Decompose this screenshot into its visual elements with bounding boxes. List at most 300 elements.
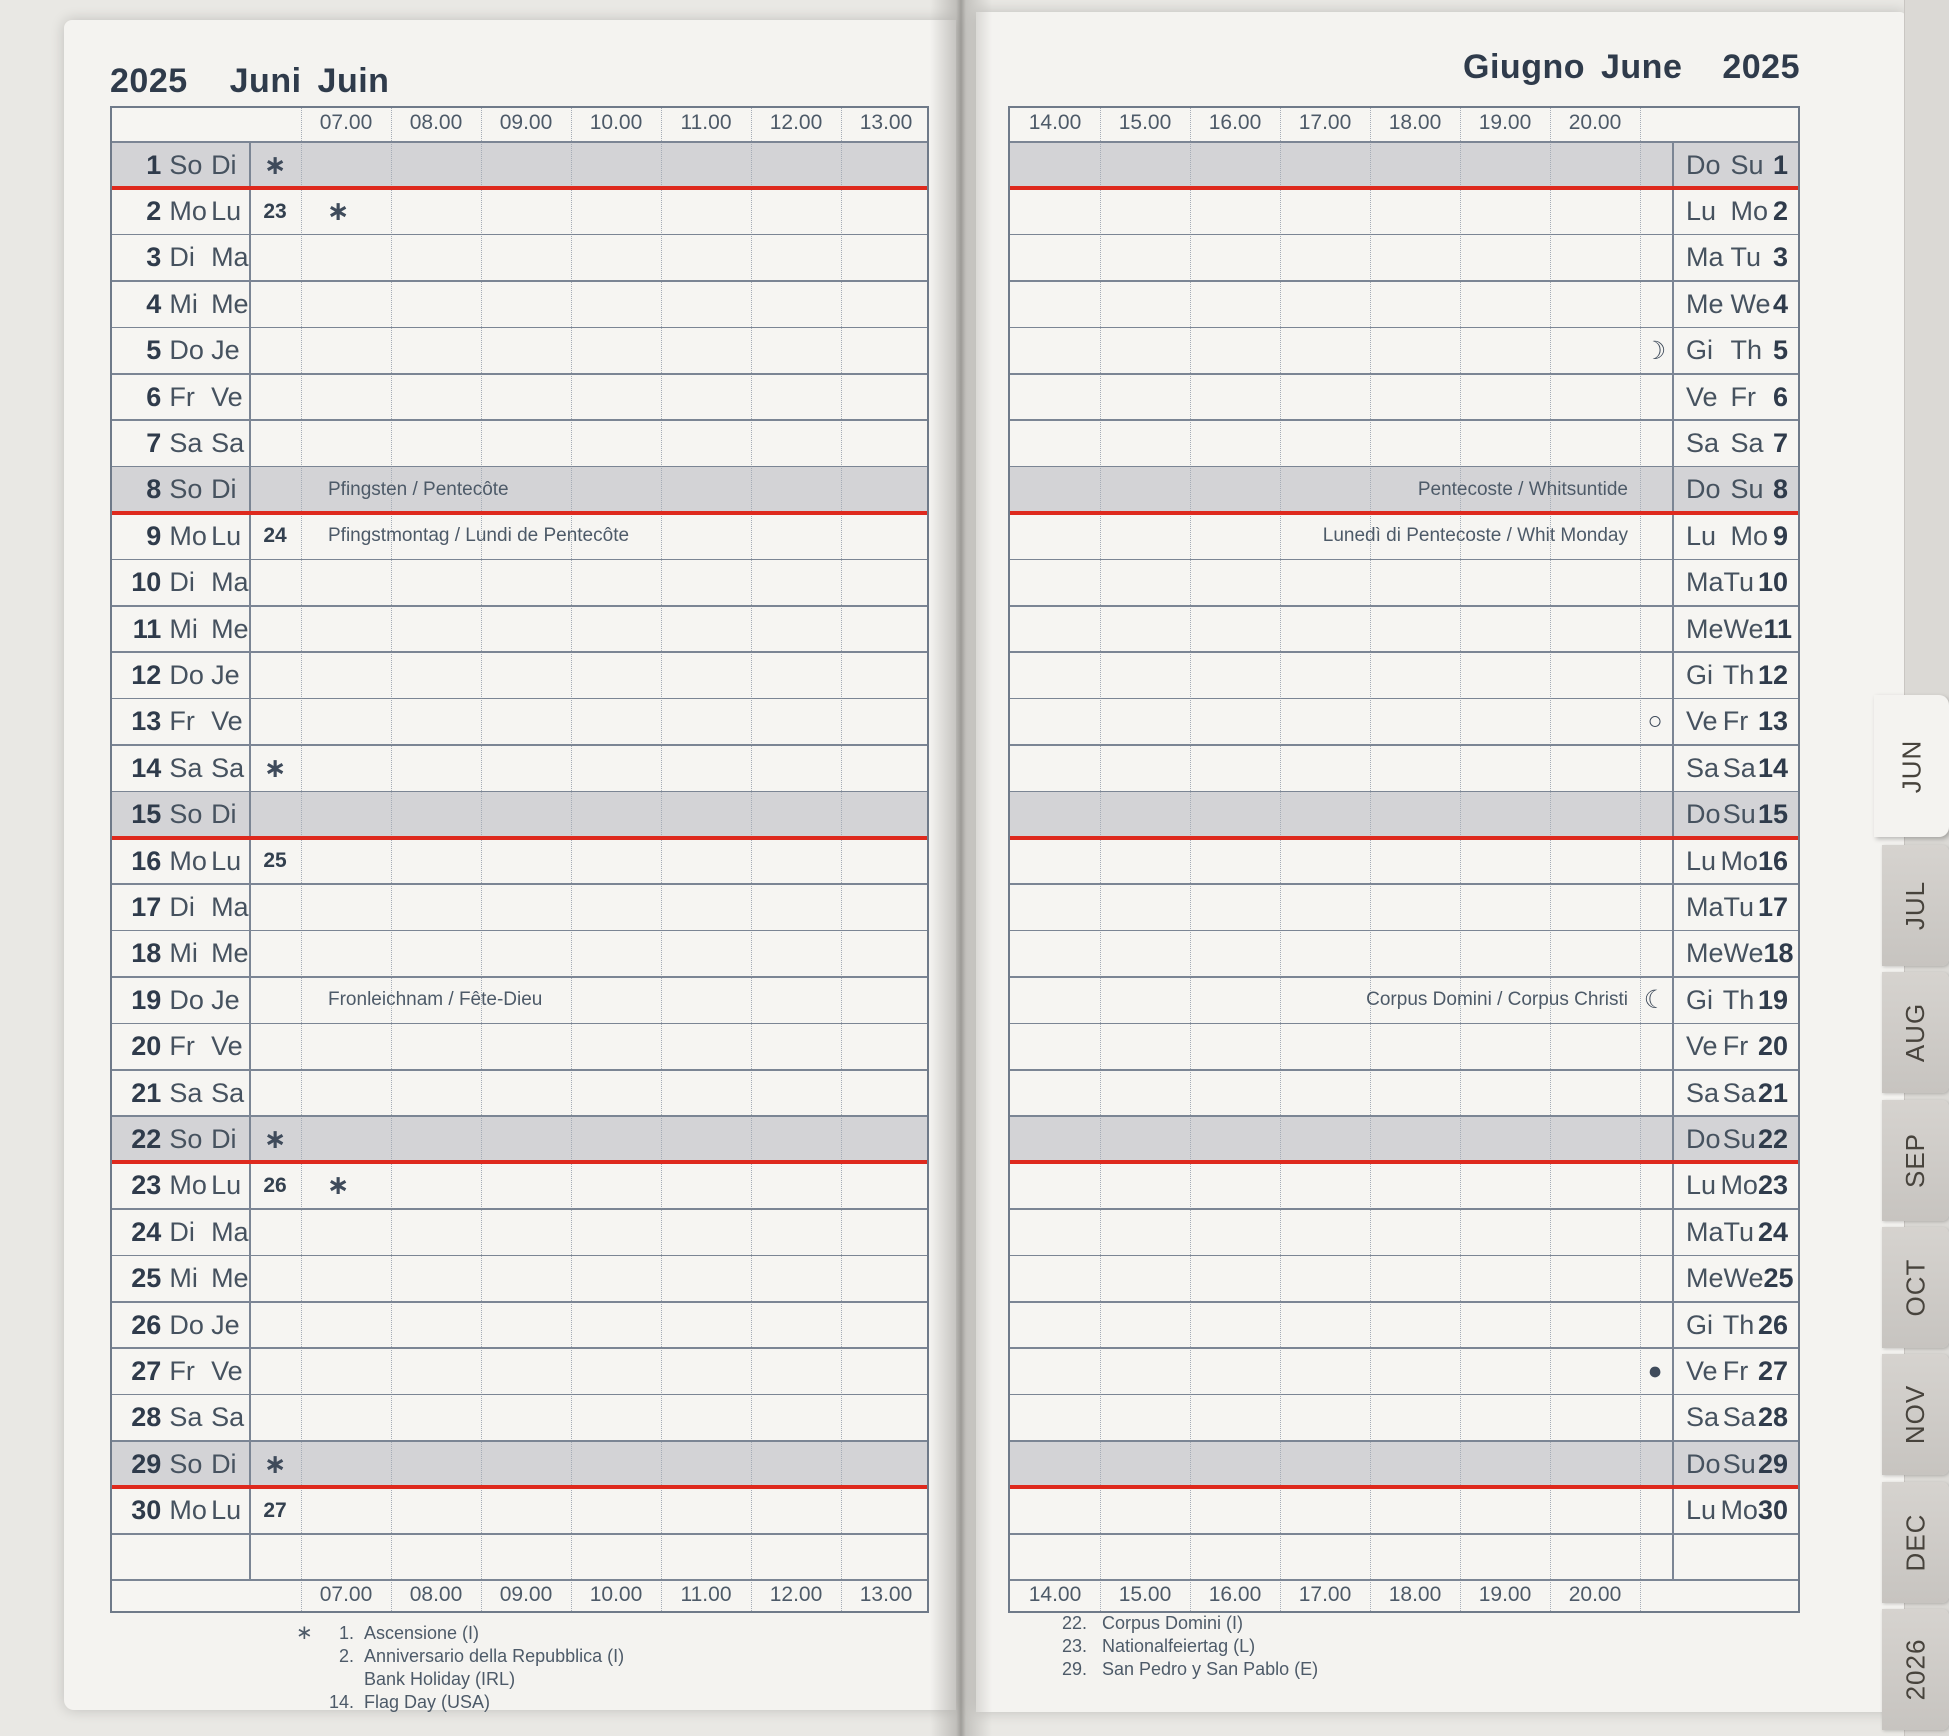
- day-label: [112, 467, 249, 513]
- tab-2026[interactable]: [1882, 1609, 1949, 1730]
- day-number: 23: [1757, 1170, 1788, 1201]
- day-name-en: Th: [1722, 984, 1755, 1015]
- day-name-en: Sa: [1722, 752, 1756, 783]
- day-row: [112, 931, 927, 977]
- day-name-fr: Ve: [211, 706, 243, 737]
- day-row: [1010, 1348, 1798, 1394]
- day-name-en: Fr: [1722, 1031, 1749, 1062]
- day-number: 13: [1757, 706, 1788, 737]
- day-name-en: Tu: [1730, 242, 1761, 273]
- day-name-it: Gi: [1686, 1309, 1713, 1340]
- day-name-it: Me: [1686, 288, 1724, 319]
- day-number: 4: [1772, 288, 1788, 319]
- day-name-it: Gi: [1686, 335, 1713, 366]
- day-number: 17: [1757, 892, 1788, 923]
- day-label: [1672, 235, 1798, 281]
- day-name-fr: Ve: [211, 381, 243, 412]
- footnote-text: Bank Holiday (IRL): [364, 1669, 516, 1689]
- footnote-number: 14.: [328, 1692, 354, 1712]
- footnote-line: [296, 1668, 624, 1691]
- day-number: 16: [1757, 845, 1788, 876]
- day-number: 2: [1772, 196, 1788, 227]
- footnote-text: Flag Day (USA): [364, 1692, 491, 1712]
- footnote-number: 29.: [1062, 1659, 1088, 1679]
- day-name-de: Mo: [169, 196, 207, 227]
- day-label: [1672, 420, 1798, 466]
- month-name-de: Juni: [229, 62, 302, 100]
- day-number: 12: [131, 660, 162, 691]
- day-label: [112, 1302, 249, 1348]
- day-name-fr: Sa: [211, 1077, 245, 1108]
- binding-gutter: [930, 0, 992, 1736]
- day-name-en: Mo: [1730, 196, 1768, 227]
- grid-hline: [112, 1579, 927, 1581]
- day-name-de: Di: [169, 567, 195, 598]
- day-row: [1010, 1302, 1798, 1348]
- day-number: 8: [146, 474, 162, 505]
- day-number: 26: [1757, 1309, 1788, 1340]
- week-number: 23: [263, 199, 287, 223]
- day-label: [112, 1488, 249, 1534]
- day-number: 4: [146, 288, 162, 319]
- sunday-red-line: [1010, 1485, 1798, 1489]
- day-name-de: So: [169, 149, 203, 180]
- day-name-de: Do: [169, 335, 204, 366]
- day-row: [1010, 1070, 1798, 1116]
- time-label-top: 07.00: [319, 111, 373, 134]
- footnote-line: [296, 1645, 624, 1668]
- day-number: 27: [1757, 1356, 1788, 1387]
- day-label: [1672, 467, 1798, 513]
- day-number: 5: [146, 335, 162, 366]
- day-row: [112, 699, 927, 745]
- day-number: 25: [131, 1263, 162, 1294]
- day-label: [112, 1395, 249, 1441]
- time-label-top: 16.00: [1208, 111, 1262, 134]
- day-number: 6: [1772, 381, 1788, 412]
- asterisk-icon: ∗: [263, 1448, 287, 1479]
- month-name-it: Giugno: [1463, 48, 1585, 86]
- year-right: 2025: [1722, 48, 1800, 86]
- day-row: [1010, 745, 1798, 791]
- week-number: [249, 699, 301, 745]
- footnote-number: 22.: [1062, 1613, 1088, 1633]
- day-name-it: Sa: [1686, 1077, 1720, 1108]
- day-number: 9: [1772, 520, 1788, 551]
- first-quarter-moon-icon: ☽: [1643, 336, 1667, 365]
- day-row: [1010, 513, 1798, 559]
- day-row: [1010, 328, 1798, 374]
- time-label-top: 14.00: [1028, 111, 1082, 134]
- day-number: 22: [1757, 1124, 1788, 1155]
- day-name-de: Mo: [169, 520, 207, 551]
- day-row: [1010, 931, 1798, 977]
- week-number: [249, 1302, 301, 1348]
- day-name-de: Mo: [169, 1495, 207, 1526]
- day-number: 19: [1757, 984, 1788, 1015]
- day-row: [1010, 560, 1798, 606]
- day-name-de: Di: [169, 892, 195, 923]
- asterisk-icon: ∗: [263, 752, 287, 783]
- day-row: [112, 884, 927, 930]
- day-name-en: Th: [1722, 1309, 1755, 1340]
- day-name-en: Mo: [1720, 1170, 1758, 1201]
- day-number: 30: [131, 1495, 162, 1526]
- day-name-de: Do: [169, 984, 204, 1015]
- day-label: [112, 188, 249, 234]
- footnote-text: Anniversario della Repubblica (I): [364, 1646, 625, 1666]
- day-name-it: Me: [1686, 938, 1724, 969]
- day-row: [112, 1163, 927, 1209]
- day-label: [112, 1070, 249, 1116]
- day-name-fr: Me: [211, 1263, 249, 1294]
- day-row: [112, 281, 927, 327]
- day-number: 1: [1772, 149, 1788, 180]
- day-label: [112, 1024, 249, 1070]
- day-name-fr: Di: [211, 1448, 237, 1479]
- day-number: 29: [131, 1448, 162, 1479]
- footnote-number: 1.: [338, 1623, 354, 1643]
- day-row: [112, 513, 927, 559]
- day-name-en: Su: [1730, 474, 1764, 505]
- time-label-top: 20.00: [1568, 111, 1622, 134]
- day-number: 18: [1763, 938, 1794, 969]
- tab-jun-label: JUN: [1896, 739, 1926, 793]
- full-moon-moon-icon: ○: [1647, 707, 1663, 736]
- time-label-top: 15.00: [1118, 111, 1172, 134]
- day-row: [1010, 142, 1798, 188]
- day-label: [1672, 142, 1798, 188]
- day-name-en: We: [1723, 1263, 1764, 1294]
- day-row: [1010, 1488, 1798, 1534]
- day-row: [112, 420, 927, 466]
- day-number: 20: [131, 1031, 162, 1062]
- holiday-note: Pfingsten / Pentecôte: [328, 478, 509, 500]
- day-name-en: Fr: [1730, 381, 1756, 412]
- week-number: [249, 792, 301, 838]
- time-label-bottom: 07.00: [319, 1583, 373, 1607]
- day-name-it: Do: [1686, 474, 1721, 505]
- day-label: [112, 884, 249, 930]
- week-number: [249, 931, 301, 977]
- time-label-bottom: 13.00: [859, 1583, 913, 1607]
- day-name-fr: Ve: [211, 1356, 243, 1387]
- day-row: [112, 745, 927, 791]
- day-row: [112, 1209, 927, 1255]
- day-name-en: We: [1730, 288, 1771, 319]
- tab-jul[interactable]: [1882, 845, 1949, 966]
- time-label-bottom: 11.00: [680, 1583, 732, 1607]
- calendar-grid-left: [110, 106, 929, 1613]
- day-label: [1672, 792, 1798, 838]
- time-label-top: 09.00: [499, 111, 553, 134]
- footnote-text: Ascensione (I): [364, 1623, 480, 1643]
- day-name-it: Ma: [1686, 567, 1724, 598]
- day-row: [112, 838, 927, 884]
- day-number: 21: [1757, 1077, 1788, 1108]
- day-name-fr: Ma: [211, 242, 249, 273]
- day-number: 30: [1757, 1495, 1788, 1526]
- day-number: 3: [1772, 242, 1788, 273]
- time-label-bottom: 15.00: [1118, 1583, 1172, 1607]
- day-row: [1010, 1256, 1798, 1302]
- time-label-bottom: 16.00: [1208, 1583, 1262, 1607]
- day-row: [1010, 606, 1798, 652]
- week-number: [249, 420, 301, 466]
- day-label: [1672, 1116, 1798, 1162]
- day-number: 27: [131, 1356, 162, 1387]
- week-number: [249, 235, 301, 281]
- day-name-it: Lu: [1686, 845, 1717, 876]
- day-label: [1672, 1348, 1798, 1394]
- sunday-red-line: [112, 1485, 927, 1489]
- day-number: 25: [1763, 1263, 1794, 1294]
- day-number: 8: [1772, 474, 1788, 505]
- day-name-it: Sa: [1686, 428, 1720, 459]
- day-label: [112, 977, 249, 1023]
- day-row: [1010, 792, 1798, 838]
- day-name-de: So: [169, 474, 203, 505]
- day-name-it: Me: [1686, 1263, 1724, 1294]
- footnote-line: [1062, 1635, 1318, 1658]
- day-label: [1672, 1163, 1798, 1209]
- holiday-note: Corpus Domini / Corpus Christi: [1366, 989, 1628, 1011]
- day-name-en: Tu: [1723, 1216, 1755, 1247]
- day-name-it: Lu: [1686, 1170, 1717, 1201]
- day-name-en: Sa: [1722, 1077, 1756, 1108]
- day-label: [1672, 606, 1798, 652]
- day-row: [1010, 467, 1798, 513]
- time-label-top: 08.00: [409, 111, 463, 134]
- sunday-red-line: [1010, 186, 1798, 190]
- day-name-en: Su: [1722, 799, 1756, 830]
- time-label-top: 19.00: [1478, 111, 1532, 134]
- footnote-line: [1062, 1612, 1318, 1635]
- day-label: [1672, 1395, 1798, 1441]
- tab-sep[interactable]: [1882, 1100, 1949, 1221]
- day-row: [1010, 188, 1798, 234]
- day-label: [112, 1441, 249, 1487]
- asterisk-icon: [296, 1668, 322, 1691]
- day-label: [112, 1116, 249, 1162]
- day-row: [112, 188, 927, 234]
- day-name-fr: Di: [211, 474, 237, 505]
- day-label: [112, 652, 249, 698]
- day-number: 22: [131, 1124, 162, 1155]
- week-number: 26: [263, 1173, 287, 1197]
- day-name-fr: Me: [211, 613, 249, 644]
- day-name-fr: Ma: [211, 567, 249, 598]
- footnote-line: [1062, 1658, 1318, 1681]
- week-number: [249, 328, 301, 374]
- day-label: [1672, 931, 1798, 977]
- day-label: [1672, 838, 1798, 884]
- day-name-en: We: [1723, 613, 1764, 644]
- sunday-red-line: [112, 836, 927, 840]
- day-name-de: So: [169, 799, 203, 830]
- asterisk-icon: ∗: [263, 1124, 287, 1155]
- day-label: [112, 1209, 249, 1255]
- day-number: 12: [1757, 660, 1788, 691]
- day-name-it: Ma: [1686, 892, 1724, 923]
- asterisk-icon: ∗: [263, 149, 287, 180]
- day-row: [112, 606, 927, 652]
- day-name-de: Sa: [169, 1077, 203, 1108]
- day-name-en: We: [1723, 938, 1764, 969]
- day-name-de: Do: [169, 660, 204, 691]
- day-name-it: Gi: [1686, 660, 1713, 691]
- day-row: [1010, 699, 1798, 745]
- day-name-fr: Di: [211, 1124, 237, 1155]
- day-label: [112, 1348, 249, 1394]
- day-number: 11: [132, 613, 162, 644]
- day-name-it: Do: [1686, 149, 1721, 180]
- day-number: 20: [1757, 1031, 1788, 1062]
- asterisk-icon: [296, 1645, 322, 1668]
- day-row: [1010, 838, 1798, 884]
- day-number: 24: [131, 1216, 162, 1247]
- day-name-de: Sa: [169, 752, 203, 783]
- time-label-top: 10.00: [589, 111, 643, 134]
- day-name-en: Sa: [1730, 428, 1764, 459]
- page-title-right: [1463, 48, 1800, 87]
- day-name-fr: Ve: [211, 1031, 243, 1062]
- day-name-de: Mo: [169, 845, 207, 876]
- day-name-fr: Di: [211, 799, 237, 830]
- day-row: [1010, 374, 1798, 420]
- day-number: 17: [131, 892, 162, 923]
- day-row: [1010, 235, 1798, 281]
- day-name-fr: Lu: [211, 520, 242, 551]
- day-name-de: So: [169, 1124, 203, 1155]
- day-number: 3: [146, 242, 162, 273]
- day-name-en: Tu: [1723, 567, 1755, 598]
- day-row: [1010, 1163, 1798, 1209]
- day-name-en: Su: [1722, 1124, 1756, 1155]
- day-label: [112, 931, 249, 977]
- day-row: [112, 1395, 927, 1441]
- day-name-it: Lu: [1686, 520, 1717, 551]
- footnote-text: Nationalfeiertag (L): [1102, 1636, 1256, 1656]
- tab-jun[interactable]: [1874, 695, 1949, 837]
- day-row: [1010, 1395, 1798, 1441]
- tab-label: AUG: [1900, 1003, 1930, 1063]
- day-number: 10: [1757, 567, 1788, 598]
- week-number: 27: [263, 1498, 287, 1522]
- day-number: 15: [131, 799, 162, 830]
- footnotes-left: [296, 1622, 624, 1714]
- day-number: 13: [131, 706, 162, 737]
- day-name-de: So: [169, 1448, 203, 1479]
- week-number: [249, 1209, 301, 1255]
- day-name-it: Ma: [1686, 242, 1724, 273]
- day-row: [112, 1256, 927, 1302]
- day-name-en: Th: [1722, 660, 1755, 691]
- footnote-text: San Pedro y San Pablo (E): [1102, 1659, 1319, 1679]
- day-number: 18: [131, 938, 162, 969]
- grid-hline: [1010, 1579, 1798, 1581]
- day-label: [112, 281, 249, 327]
- day-number: 14: [131, 752, 162, 783]
- day-row: [112, 1348, 927, 1394]
- day-name-de: Fr: [169, 706, 195, 737]
- day-name-de: Di: [169, 242, 195, 273]
- day-label: [112, 235, 249, 281]
- day-label: [112, 1163, 249, 1209]
- day-number: 1: [146, 149, 162, 180]
- day-name-de: Sa: [169, 428, 203, 459]
- day-label: [112, 1256, 249, 1302]
- footnote-line: [296, 1622, 624, 1645]
- tab-aug[interactable]: [1882, 972, 1949, 1093]
- day-name-en: Sa: [1722, 1402, 1756, 1433]
- year-left: 2025: [110, 62, 188, 100]
- day-row: [112, 977, 927, 1023]
- day-label: [112, 745, 249, 791]
- day-row: [1010, 281, 1798, 327]
- day-name-fr: Lu: [211, 196, 242, 227]
- day-name-de: Fr: [169, 1031, 195, 1062]
- day-row: [1010, 420, 1798, 466]
- day-name-de: Fr: [169, 1356, 195, 1387]
- week-number: [249, 977, 301, 1023]
- day-number: 23: [131, 1170, 162, 1201]
- day-label: [1672, 188, 1798, 234]
- tab-nov[interactable]: [1882, 1354, 1949, 1475]
- day-name-fr: Lu: [211, 1170, 242, 1201]
- week-number: [249, 1070, 301, 1116]
- day-name-fr: Sa: [211, 428, 245, 459]
- day-name-it: Do: [1686, 799, 1721, 830]
- week-number: 24: [263, 524, 287, 548]
- day-label: [112, 792, 249, 838]
- day-name-en: Su: [1730, 149, 1764, 180]
- footnote-number: [322, 1668, 354, 1691]
- time-label-bottom: 09.00: [499, 1583, 553, 1607]
- day-number: 9: [146, 520, 162, 551]
- sunday-red-line: [1010, 836, 1798, 840]
- day-row: [1010, 977, 1798, 1023]
- day-label: [112, 513, 249, 559]
- day-row: [112, 1302, 927, 1348]
- tab-dec[interactable]: [1882, 1482, 1949, 1603]
- day-number: 14: [1757, 752, 1788, 783]
- asterisk-icon: ∗: [326, 1170, 350, 1201]
- day-row: [1010, 652, 1798, 698]
- time-label-bottom: 17.00: [1298, 1583, 1352, 1607]
- footnote-line: [296, 1691, 624, 1714]
- day-number: 28: [131, 1402, 162, 1433]
- tab-label: OCT: [1899, 1258, 1930, 1317]
- day-number: 19: [131, 984, 162, 1015]
- sunday-red-line: [112, 511, 927, 515]
- footnote-number: 2.: [338, 1646, 354, 1666]
- tab-oct[interactable]: [1882, 1227, 1949, 1348]
- day-row: [112, 1024, 927, 1070]
- planner-right-page: [976, 12, 1906, 1712]
- week-number: [249, 1024, 301, 1070]
- day-row: [1010, 1116, 1798, 1162]
- day-label: [112, 328, 249, 374]
- day-label: [1672, 699, 1798, 745]
- day-row: [1010, 1024, 1798, 1070]
- holiday-note: Fronleichnam / Fête-Dieu: [328, 989, 543, 1011]
- day-label: [1672, 281, 1798, 327]
- asterisk-icon: [296, 1691, 322, 1714]
- sunday-red-line: [112, 186, 927, 190]
- day-number: 24: [1757, 1216, 1788, 1247]
- day-name-en: Mo: [1720, 845, 1758, 876]
